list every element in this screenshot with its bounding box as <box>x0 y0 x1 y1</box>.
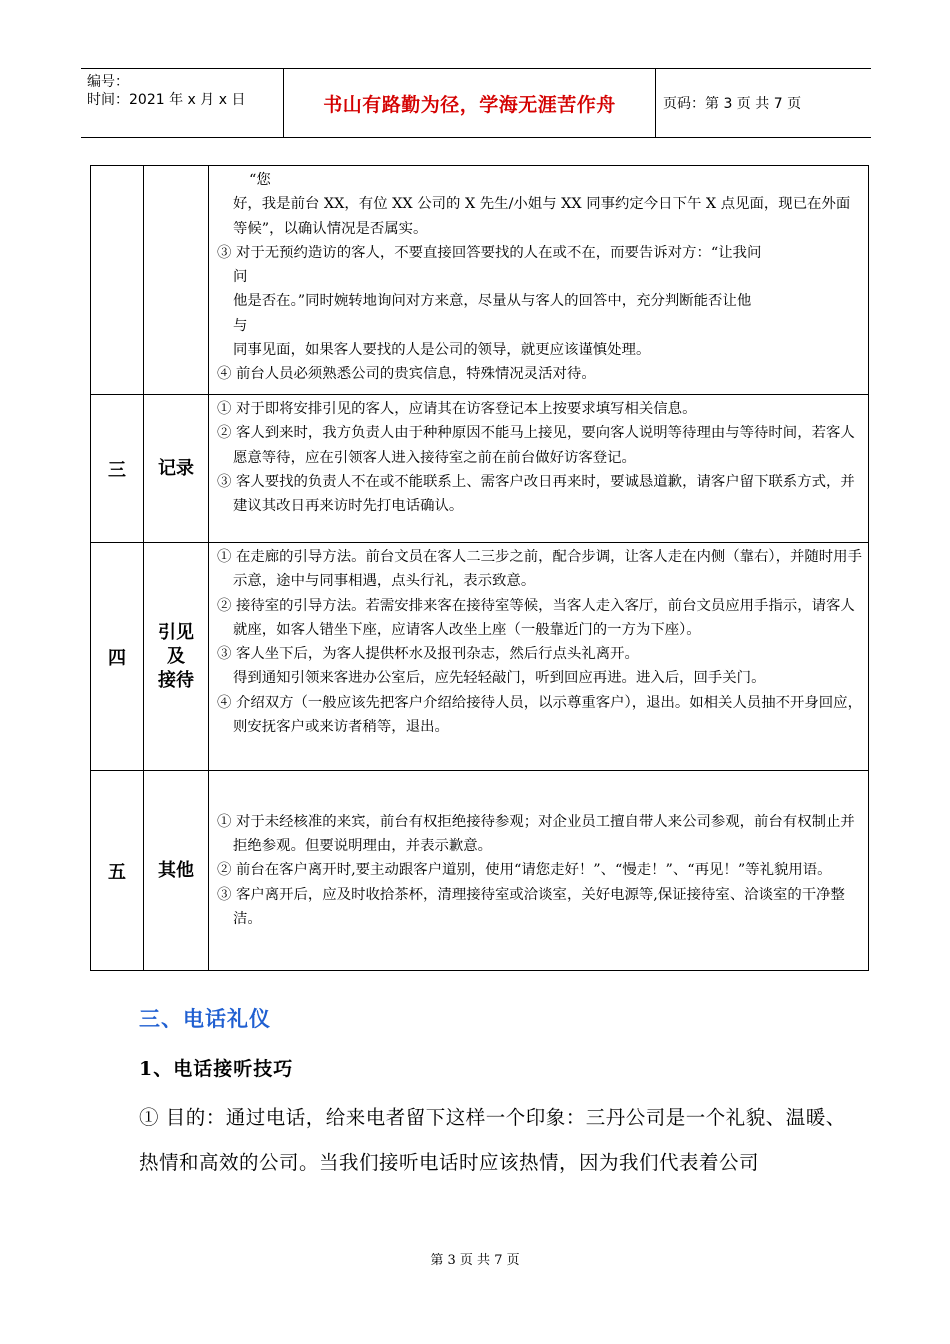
table-row <box>91 543 869 771</box>
row-content-cell <box>209 543 869 771</box>
content-line: 他是否在。”同时婉转地询问对方来意，尽量从与客人的回答中，充分判断能否让他 <box>233 293 752 310</box>
row-number-cell: 三 <box>91 395 144 543</box>
content-line: 与 <box>233 317 248 334</box>
row-number-cell: 五 <box>91 771 144 971</box>
list-item: ③ 客户离开后，应及时收拾茶杯，清理接待室或洽谈室，关好电源等,保证接待室、洽谈室的干净整洁。 <box>217 886 845 927</box>
list-item: ① 对于即将安排引见的客人，应请其在访客登记本上按要求填写相关信息。 <box>217 401 697 417</box>
date-label: 时间：2021 年 x 月 x 日 <box>87 92 246 108</box>
content-line: 问 <box>233 269 248 286</box>
section-title: 三、电话礼仪 <box>139 1006 271 1031</box>
category-line: 及 <box>167 645 185 667</box>
row-category-cell <box>144 166 209 395</box>
content-line: “您 <box>249 172 271 188</box>
list-item: ③ 客人要找的负责人不在或不能联系上、需客户改日再来时，要诚恳道歉，请客户留下联系方式，并建议其改日再来访时先打电话确认。 <box>217 473 855 515</box>
reception-procedure-table <box>90 165 869 971</box>
row-content-cell <box>209 166 869 395</box>
header-page-label: 页码：第 3 页 共 7 页 <box>663 96 802 112</box>
category-line: 接待 <box>158 669 194 691</box>
list-item: ② 接待室的引导方法。若需安排来客在接待室等候，当客人走入客厅，前台文员应用手指示，请客人就座，如客人错坐下座，应请客人改坐上座（一般靠近门的一方为下座）。 <box>217 597 855 638</box>
content-line: ③ 对于无预约造访的客人，不要直接回答要找的人在或不在，而要告诉对方：“让我问 <box>217 244 762 261</box>
list-item: 得到通知引领来客进办公室后，应先轻轻敲门，听到回应再进。进入后，回手关门。 <box>233 670 766 687</box>
table-row <box>91 166 869 395</box>
list-item: ④ 介绍双方（一般应该先把客户介绍给接待人员，以示尊重客户），退出。如相关人员抽不开身回应，则安抚客户或来访者稍等，退出。 <box>217 694 862 736</box>
table-row <box>91 395 869 543</box>
list-item: ① 在走廊的引导方法。前台文员在客人二三步之前，配合步调，让客人走在内侧（靠右），并随时用手示意，途中与同事相遇，点头行礼，表示致意。 <box>217 549 862 590</box>
subsection-title: 1、电话接听技巧 <box>139 1058 294 1080</box>
content-line: 好，我是前台 XX，有位 XX 公司的 X 先生/小姐与 XX 同事约定今日下午 X 点见面，现已在外面等候”，以确认情况是否属实。 <box>233 196 851 237</box>
row-category-cell <box>144 543 209 771</box>
list-item: ③ 客人坐下后，为客人提供杯水及报刊杂志，然后行点头礼离开。 <box>217 646 639 663</box>
category-line: 引见 <box>158 621 194 643</box>
table-row <box>91 771 869 971</box>
page-footer: 第 3 页 共 7 页 <box>430 1253 520 1268</box>
page-header <box>81 68 871 138</box>
header-motto: 书山有路勤为径，学海无涯苦作舟 <box>283 69 656 137</box>
row-content-cell <box>209 395 869 543</box>
row-number-cell: 四 <box>91 543 144 771</box>
content-line: 同事见面，如果客人要找的人是公司的领导，就更应该谨慎处理。 <box>233 342 651 359</box>
content-line: ④ 前台人员必须熟悉公司的贵宾信息，特殊情况灵活对待。 <box>217 366 596 383</box>
row-content-cell <box>209 771 869 971</box>
row-category-cell: 记录 <box>144 395 209 543</box>
header-meta <box>81 69 283 137</box>
body-paragraph: ① 目的：通过电话，给来电者留下这样一个印象：三丹公司是一个礼貌、温暖、热情和高效的公司。当我们接听电话时应该热情，因为我们代表着公司 <box>139 1106 846 1174</box>
list-item: ② 前台在客户离开时,要主动跟客户道别，使用“请您走好！”、“慢走！”、“再见！”等礼貌用语。 <box>217 862 832 879</box>
list-item: ② 客人到来时，我方负责人由于种种原因不能马上接见，要向客人说明等待理由与等待时间，若客人愿意等待，应在引领客人进入接待室之前在前台做好访客登记。 <box>217 425 855 466</box>
row-number-cell <box>91 166 144 395</box>
serial-label: 编号： <box>87 74 129 90</box>
list-item: ① 对于未经核准的来宾，前台有权拒绝接待参观；对企业员工擅自带人来公司参观，前台有权制止并拒绝参观。但要说明理由，并表示歉意。 <box>217 813 855 855</box>
row-category-cell: 其他 <box>144 771 209 971</box>
